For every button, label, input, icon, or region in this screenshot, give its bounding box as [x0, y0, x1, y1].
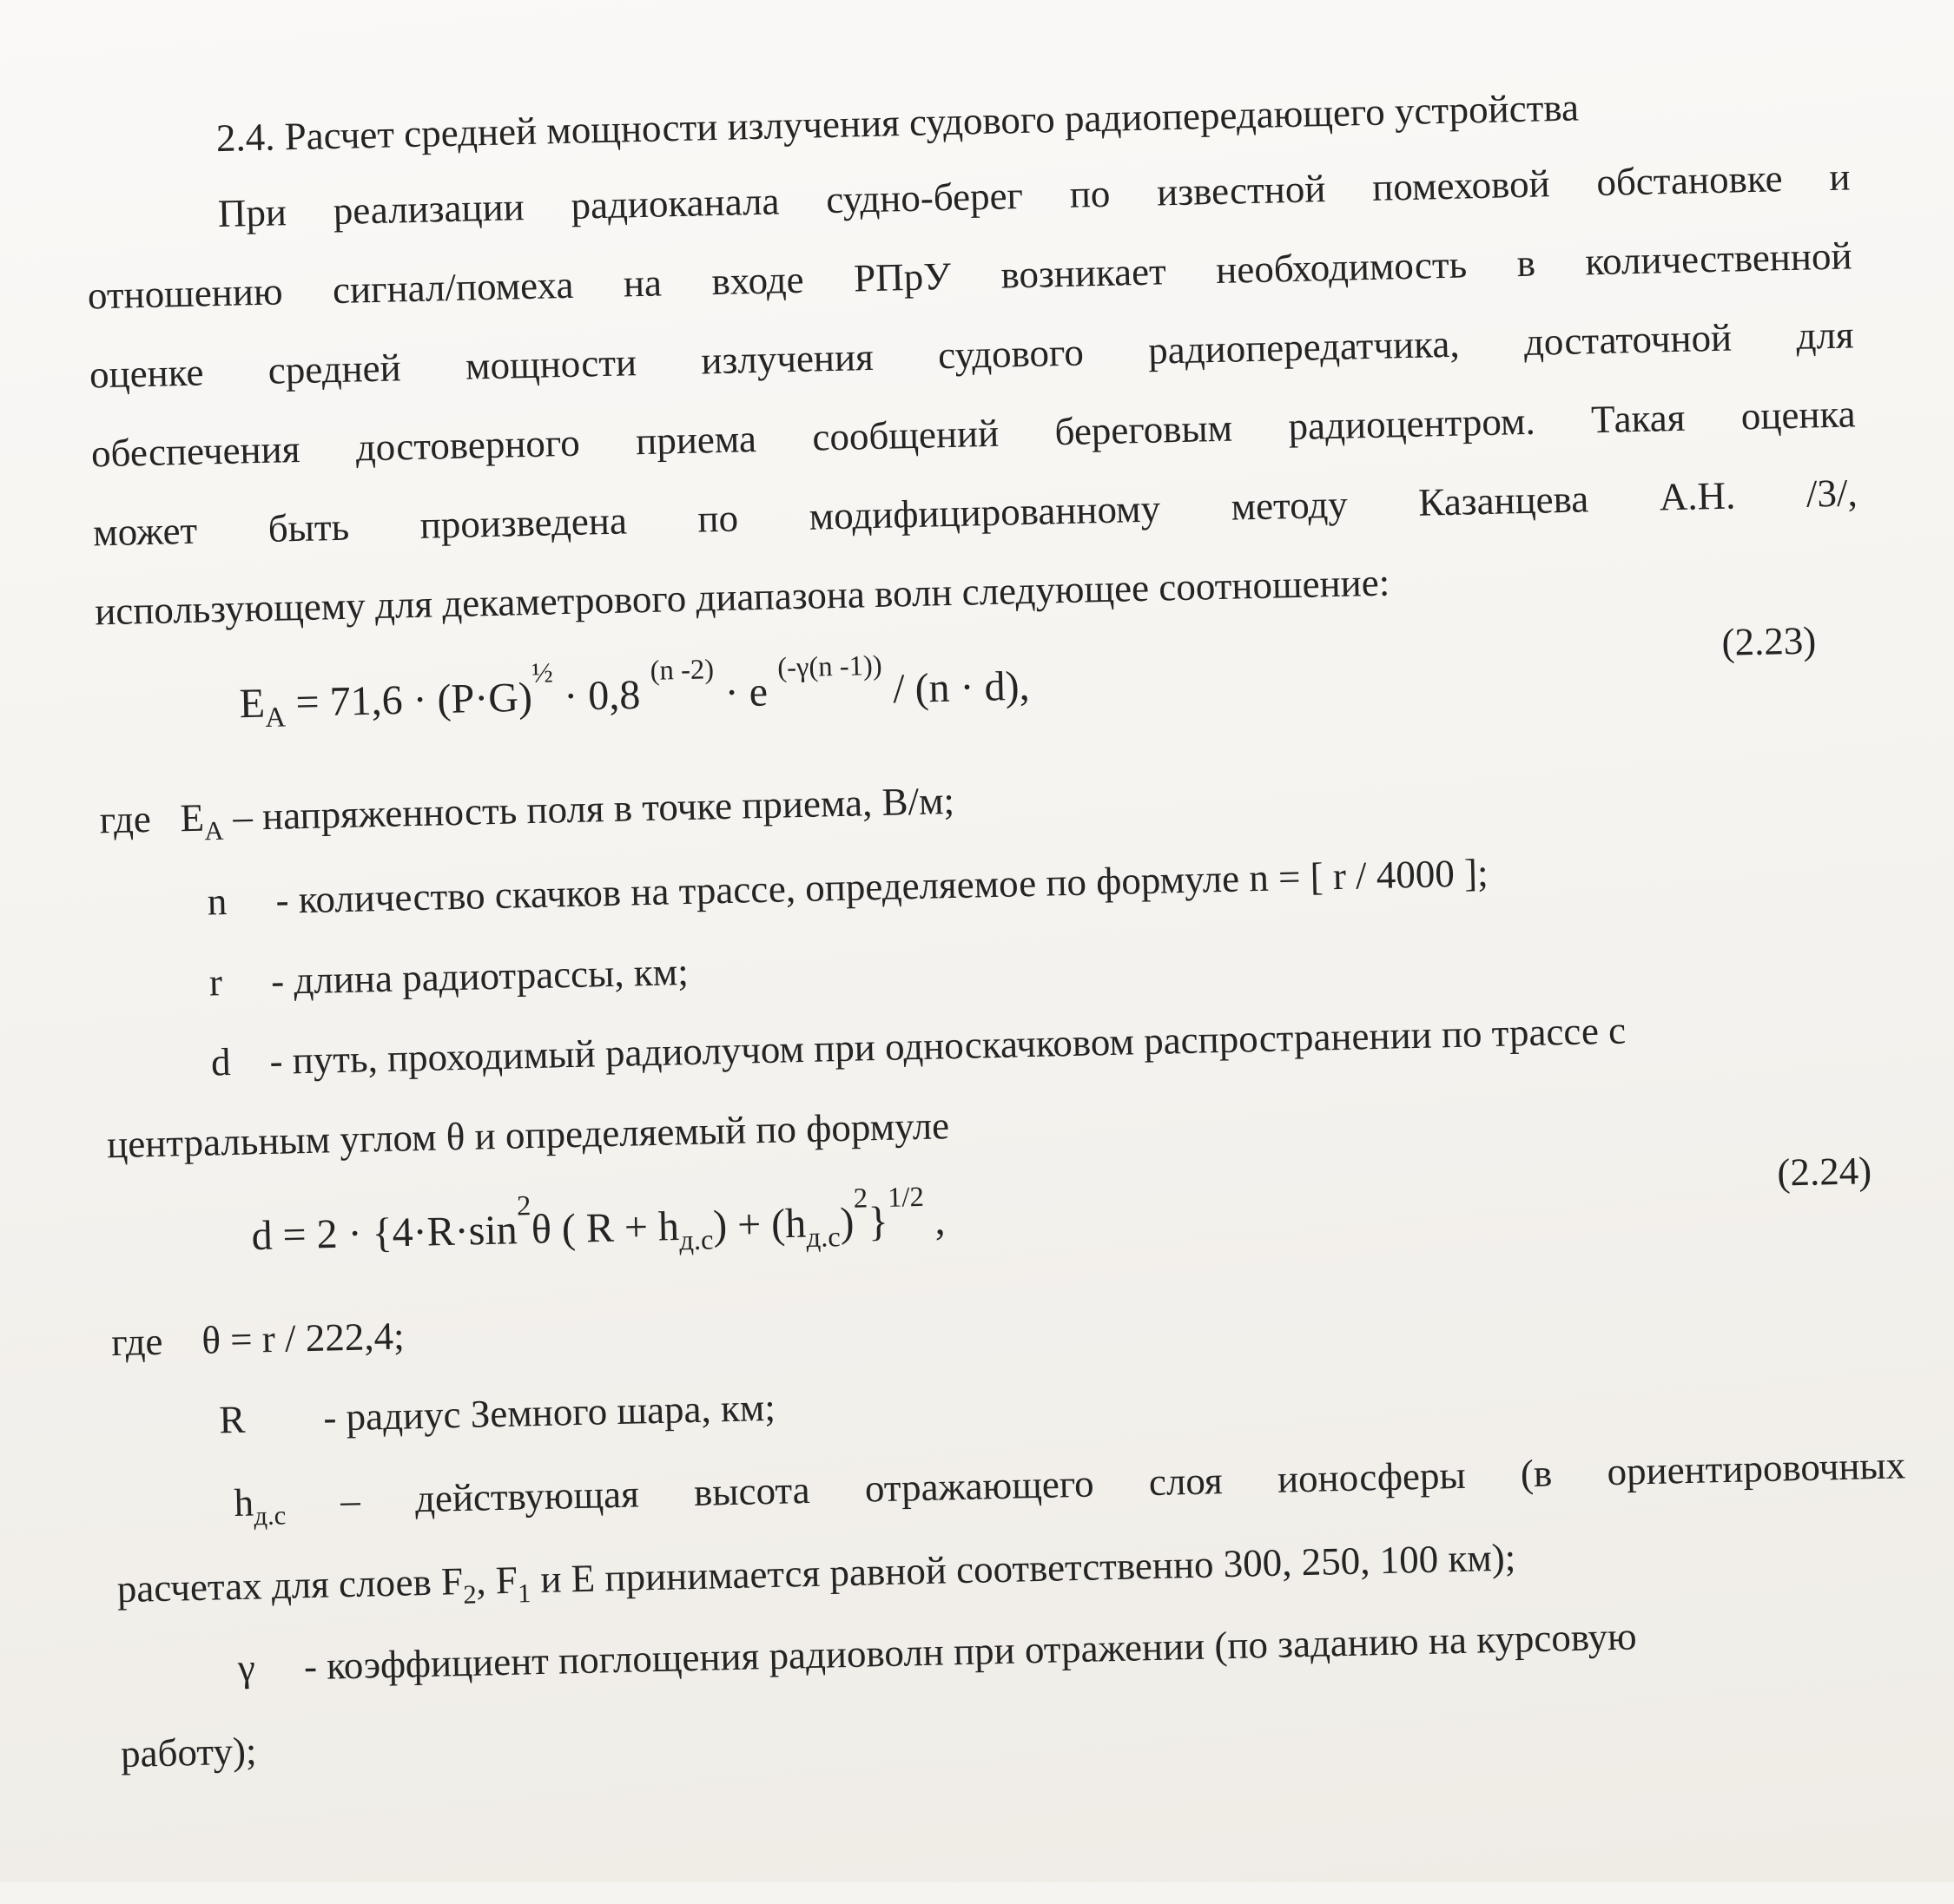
definition-n: n - количество скачков на трассе, определяемое по формуле n = [ r / 4000 ];	[207, 851, 1489, 924]
definition-r: r - длина радиотрассы, км;	[208, 949, 690, 1005]
equation-number-2-24: (2.24)	[1776, 1149, 1872, 1195]
definition-gamma: γ - коэффициент поглощения радиоволн при отражении (по заданию на курсовую	[237, 1614, 1638, 1690]
paragraph-line-6: использующему для декаметрового диапазона волн следующее соотношение:	[94, 560, 1390, 634]
definition-d: d - путь, проходимый радиолучом при односкачковом распространении по трассе с	[210, 1008, 1627, 1084]
paragraph-line-5: может быть произведена по модифицированному методу Казанцева А.Н. /3/,	[92, 471, 1858, 555]
equation-2-23: $E_A = 71,6 \cdot (P\cdot G)^{\frac{1}{2}} \cdot 0,8$ $^{(n -2)}$ · e $^{(-\gamma(n -1))}$ / (n · d),	[239, 649, 1031, 735]
definition-R: R - радиус Земного шара, км;	[218, 1385, 776, 1442]
equation-number-2-23: (2.23)	[1720, 618, 1817, 664]
definition-h: $h_{д.с}$ – действующая высота отражающего слоя ионосферы (в ориентировочных	[233, 1443, 1906, 1532]
definition-ea: где $E_A$ – напряженность поля в точке приема, В/м;	[99, 778, 955, 847]
paragraph-line-3: оценке средней мощности излучения судового радиопередатчика, достаточной для	[89, 313, 1855, 397]
paragraph-line-4: обеспечения достоверного приема сообщений береговым радиоцентром. Такая оценка	[90, 392, 1857, 476]
definition-h-continued: расчетах для слоев $F_2$, $F_1$ и Е принимается равной соответственно 300, 250, 100 км);	[116, 1535, 1516, 1611]
paragraph-line-2: отношению сигнал/помеха на входе РПрУ возникает необходимость в количественной	[87, 234, 1853, 318]
definition-theta: где θ = r / 222,4;	[110, 1314, 406, 1365]
paragraph-line-1: При реализации радиоканала судно-берег по известной помеховой обстановке и	[217, 155, 1851, 236]
equation-2-24: $d = 2 \cdot \{4\cdot R\cdot\sin^2\theta$ ( $R + h_{д.с}) + (h_{д.с})^2\}^{1/2}$ ,	[250, 1181, 947, 1260]
definition-d-continued: центральным углом θ и определяемый по формуле	[106, 1104, 950, 1167]
section-heading: 2.4. Расчет средней мощности излучения судового радиопередающего устройства	[215, 85, 1580, 161]
definition-gamma-continued: работу);	[120, 1729, 257, 1776]
